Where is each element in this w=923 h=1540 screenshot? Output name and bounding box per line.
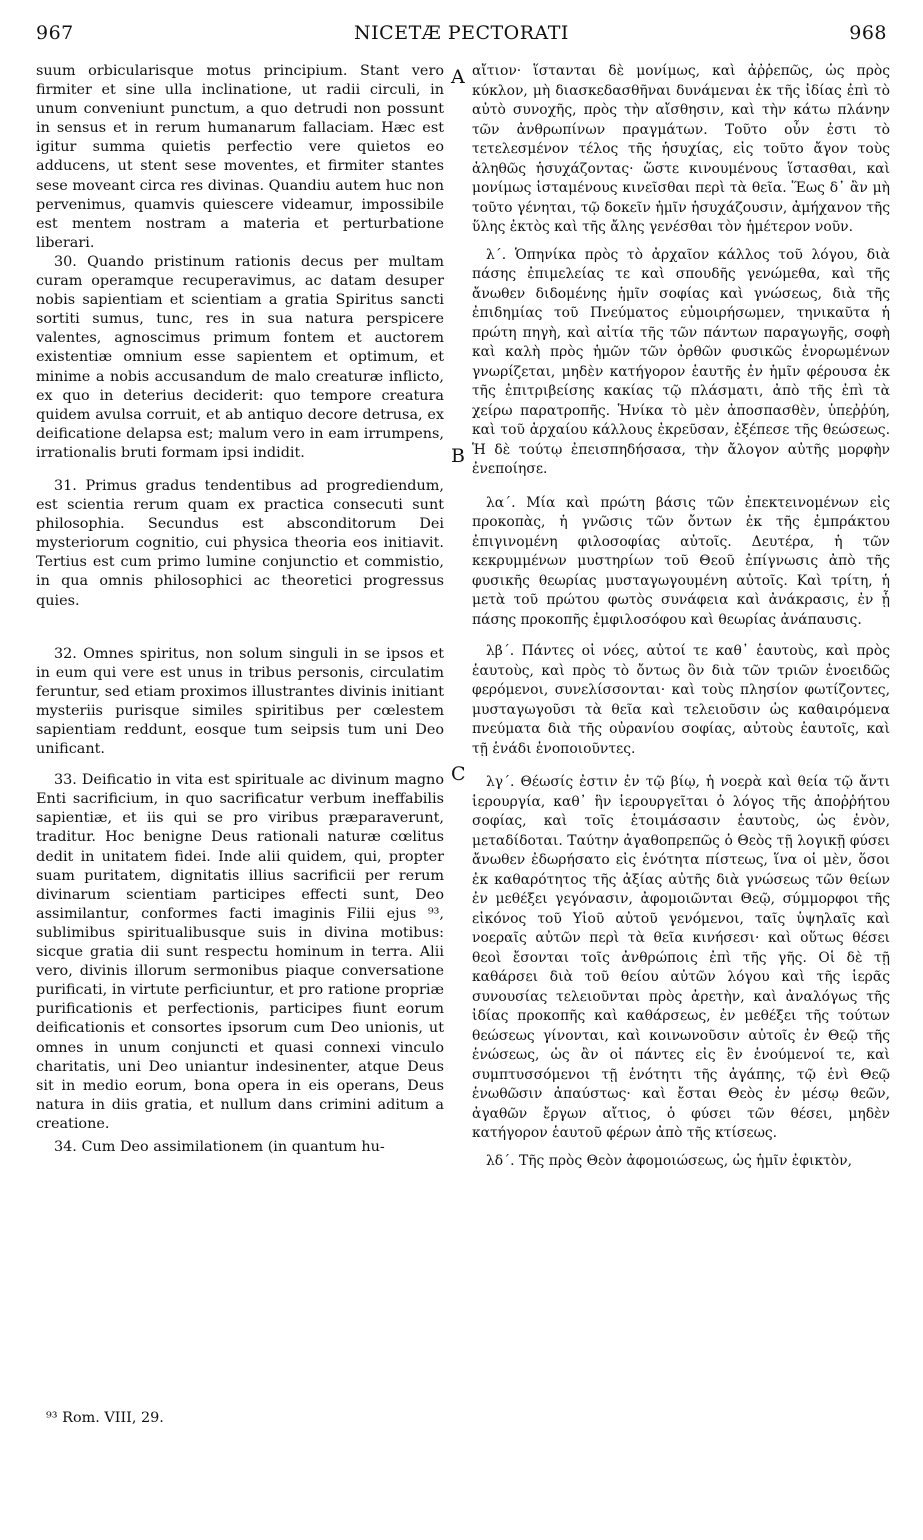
greek-section-31: λα΄. Μία καὶ πρώτη βάσις τῶν ἐπεκτεινομένων εἰς προκοπὰς, ἡ γνῶσις τῶν ὄντων ἐκ τῆς ἐμπράκτου ἐπιγινομένη φιλοσοφίας αὐτοῖς. Δευτέρα, ἡ τῶν κεκρυμμένων μυστηρίων τοῦ Θεοῦ ἐπίγνωσις ἀπὸ τῆς φυσικῆς θεωρίας μυσταγωγουμένη αὐτοῖς. Καὶ τρίτη, ἡ μετὰ τοῦ πρώτου φωτὸς συνάφεια καὶ ἀνάκρασις, ἐν ᾗ πάσης προκοπῆς ἐμφιλοσόφου καὶ θεωρίας ἀνάπαυσις. <box>472 494 890 628</box>
latin-section-33: 33. Deificatio in vita est spirituale ac divinum magno Enti sacrificium, in quo sacrificatur verbum ineffabilis sapientiæ, et iis qui se pro viribus præparaverunt, traditur. Hoc benigne Deus rationali naturæ cœlitus dedit in unitatem fidei. Inde alii quidem, qui, propter suam puritatem, dignitatis illius sacrificii per rerum divinarum scientiam participes effecti sunt, Deo assimilantur, conformes facti imaginis Filii ejus ⁹³, sublimibus spiritualibusque suis in divina motibus: sicque gratia dii sunt respectu hominum in terra. Alii vero, divinis illorum sermonibus piaque conversatione purificati, in virtute perficiuntur, et pro ratione propriæ purificationis et perfectionis, participes fiunt eorum deificationis et consortes ipsorum cum Deo unionis, ut omnes in unum conjuncti et quasi connexi vinculo charitatis, uni Deo uniantur indesinenter, atque Deus sit in medio eorum, bona opera in eis operans, Deus natura in diis gratia, et nullum dans crimini aditum a creatione. <box>36 772 444 1132</box>
right-page-number: 968 <box>849 22 887 44</box>
greek-paragraph-cont: αἴτιον· ἵστανται δὲ μονίμως, καὶ ἀῤῥεπῶς, ὡς πρὸς κύκλον, μὴ διασκεδασθῆναι δυνάμεναι ἐκ τῆς ἰδίας ἐπὶ τὸ αὐτὸ συνοχῆς, πρὸς τὴν αἴσθησιν, καὶ τὴν κάτω πλάνην τῶν ἀνθρωπίνων πραγμάτων. Τοῦτο οὖν ἐστι τὸ τετελεσμένον τέλος τῆς ἡσυχίας, εἰς τοῦτο ἄγον τοὺς ἀληθῶς ἡσυχάζοντας· ὥστε κινουμένους ἵστασθαι, καὶ μονίμως ἱσταμένους κινεῖσθαι περὶ τὰ θεῖα. Ἕως δ᾽ ἂν μὴ τοῦτο γένηται, τῷ δοκεῖν ἡμῖν ἡσυχάζουσιν, ἀμήχανον τῆς ὕλης ἐκτὸς καὶ τῆς ἄλης γενέσθαι τὸν ἡμέτερον νοῦν. <box>472 63 890 235</box>
margin-letter-a: A <box>451 66 465 88</box>
margin-letter-b: B <box>451 445 465 467</box>
page-header <box>0 22 923 52</box>
footnote: ⁹³ Rom. VIII, 29. <box>46 1410 164 1426</box>
latin-section-31: 31. Primus gradus tendentibus ad progrediendum, est scientia rerum quam ex practica consecuti sunt philosophia. Secundus est absconditorum Dei mysteriorum cognitio, cui physica theoria eos initiavit. Tertius est cum primo lumine conjunctio et commistio, in qua omnis philosophici ac theoretici progressus quies. <box>36 477 444 609</box>
greek-section-30: λ΄. Ὁπηνίκα πρὸς τὸ ἀρχαῖον κάλλος τοῦ λόγου, διὰ πάσης ἐπιμελείας τε καὶ σπουδῆς γενώμεθα, καὶ τῆς ἄνωθεν διδομένης ἡμῖν σοφίας καὶ γνώσεως, διὰ τῆς ἐπιδημίας τοῦ Πνεύματος εὐμοιρήσωμεν, τηνικαῦτα ἡ πρώτη πηγὴ, καὶ αἰτία τῆς τῶν πάντων παραγωγῆς, σοφὴ καὶ καλὴ πρὸς ἡμῶν τῶν ὀρθῶν φυσικῶς ἐνορωμένων γνωρίζεται, μηδὲν κατήγορον ἑαυτῆς ἐν ἡμῖν φέρουσα ἐκ τῆς ἐπιτριβείσης κακίας τῷ πλάσματι, ἀπὸ τῆς ἐπὶ τὰ χείρω παρατροπῆς. Ἡνίκα τὸ μὲν ἀποσπασθὲν, ὑπεῤῥύη, καὶ τοῦ ἀρχαίου κάλλους ἐκρεῦσαν, ἐξέπεσε τῆς θεώσεως. Ἡ δὲ τούτῳ ἐπεισπηδήσασα, τὴν ἄλογον αὐτῆς μορφὴν ἐνεποίησε. <box>472 246 890 477</box>
left-page-number: 967 <box>36 22 74 44</box>
latin-section-32: 32. Omnes spiritus, non solum singuli in se ipsos et in eum qui vere est unus in tribus personis, circulatim feruntur, sed etiam proximos illustrantes divinis initiant mysteriis purisque similes spiritibus per cœlestem sapientiam reddunt, eosque tum seipsis tum uni Deo unificant. <box>36 645 444 758</box>
greek-section-33: λγ΄. Θέωσίς ἐστιν ἐν τῷ βίῳ, ἡ νοερὰ καὶ θεία τῷ ἄντι ἱερουργία, καθ᾽ ἣν ἱερουργεῖται ὁ λόγος τῆς ἀποῤῥήτου σοφίας, καὶ τοῖς ἑτοιμάσασιν ἑαυτοὺς, ὡς ἐνὸν, μεταδίδοται. Ταύτην ἀγαθοπρεπῶς ὁ Θεὸς τῇ λογικῇ φύσει ἄνωθεν ἐδωρήσατο εἰς ἑνότητα πίστεως, ἵνα οἱ μὲν, ὅσοι ἐκ καθαρότητος τῆς ἀξίας αὐτῆς διὰ γνώσεως τῶν θείων ἐν μεθέξει γεγόνασιν, ἀφομοιῶνται Θεῷ, σύμμορφοι τῆς εἰκόνος τοῦ Υἱοῦ αὐτοῦ γενόμενοι, ταῖς ὑψηλαῖς καὶ νοεραῖς αὐτῶν περὶ τὰ θεῖα κινήσεσι· καὶ οὕτως θέσει θεοὶ ἔσονται τοῖς ἀνθρώποις ἐπὶ τῆς γῆς. Οἱ δὲ τῇ καθάρσει διὰ τοῦ θείου αὐτῶν λόγου καὶ τῆς ἱερᾶς συνουσίας τελειοῦνται πρὸς ἀρετὴν, καὶ ἀναλόγως τῆς ἰδίας προκοπῆς καὶ καθάρσεως, ἐν μεθέξει τῆς τούτων θεώσεως γίνονται, καὶ κοινωνοῦσιν αὐτοῖς ἐν Θεῷ τῆς ἑνώσεως, ὡς ἂν οἱ πάντες εἰς ἓν ἑνούμενοί τε, καὶ συμπτυσσόμενοι τῇ ἑνότητι τῆς ἀγάπης, τῷ ἑνὶ Θεῷ ἑνωθῶσιν ἀπαύστως· καὶ ἔσται Θεὸς ἐν μέσῳ θεῶν, ἀγαθῶν ἔργων αἴτιος, ὁ φύσει τῶν θέσει, μηδὲν κατήγορον ἑαυτοῦ φέρων ἀπὸ τῆς κτίσεως. <box>472 774 890 1141</box>
latin-section-30: 30. Quando pristinum rationis decus per multam curam operamque recuperavimus, ac datam desuper nobis sapientiam et scientiam a gratia Spiritus sancti sortiti sumus, tunc, res in sua natura perspicere valentes, agnoscimus primum fontem et auctorem existentiæ omnium esse sapientem et optimum, et minime a nobis accusandum de malo creaturæ inflicto, ex quo in deterius deciderit: quo tempore creatura quidem avulsa corruit, et ab antiquo decore detrusa, ex deificatione delapsa est; malum vero in eam irrumpens, irrationalis bruti formam ipsi indidit. <box>36 253 444 461</box>
greek-section-32: λβ΄. Πάντες οἱ νόες, αὐτοί τε καθ᾽ ἑαυτοὺς, καὶ πρὸς ἑαυτοὺς, καὶ πρὸς τὸ ὄντως ὂν διὰ τῶν τριῶν ἐνοειδῶς φερόμενοι, συνελίσσονται· καὶ τοὺς πλησίον φωτίζοντες, μυσταγωγοῦσι τὰ θεῖα καὶ τελειοῦσιν ὡς καθαιρόμενα πνεύματα διὰ τῆς οὐρανίου σοφίας, αὐτοὺς ἑαυτοῖς, καὶ τῇ ἑνάδι ἑνοποιοῦντες. <box>472 643 890 757</box>
greek-column <box>472 62 890 1171</box>
running-title: NICETÆ PECTORATI <box>354 22 569 44</box>
latin-section-34: 34. Cum Deo assimilationem (in quantum hu- <box>54 1138 385 1155</box>
margin-letter-c: C <box>451 763 466 785</box>
latin-column <box>36 62 444 1157</box>
latin-paragraph-cont: suum orbicularisque motus principium. Stant vero firmiter et sine ulla inclinatione, ut radii circuli, in unum conveniunt punctum, a quo detrudi non possunt in sensus et in rerum humanarum fallaciam. Hæc est igitur summa quietis perfectio vere quietos eo adducens, ut stent sese moventes, et firmiter stantes sese moveant circa res divinas. Quandiu autem huc non pervenimus, quamvis quiescere videamur, impossibile est mentem nostram a materia et perturbatione liberari. <box>36 63 444 251</box>
greek-section-34: λδ΄. Τῆς πρὸς Θεὸν ἀφομοιώσεως, ὡς ἡμῖν ἐφικτὸν, <box>486 1152 853 1169</box>
